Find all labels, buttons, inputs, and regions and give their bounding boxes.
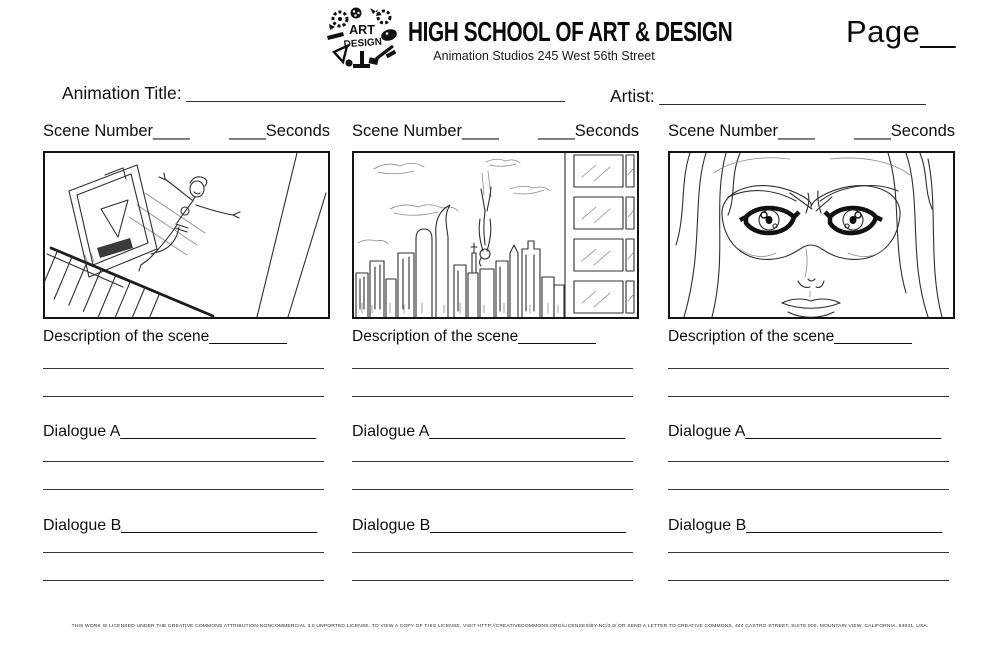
dialogue-a-write-line (668, 489, 949, 490)
artist-write-line (659, 104, 926, 105)
artist-label: Artist: (610, 86, 655, 106)
storyboard-column-3 (668, 122, 955, 581)
dialogue-a-write-line (43, 489, 324, 490)
city-skyline-with-diving-figure-sketch (354, 153, 637, 317)
art-design-school-logo-icon (326, 6, 398, 70)
storyboard-frame-1 (43, 151, 330, 319)
dialogue-a-write-line (668, 461, 949, 462)
logo-word-art: ART (349, 23, 375, 37)
storyboard-column-1 (43, 122, 330, 581)
dialogue-a-label: Dialogue A______________________ (668, 423, 942, 440)
creative-commons-license-text: THIS WORK IS LICENSED UNDER THE CREATIVE COMMONS ATTRIBUTION-NONCOMMERCIAL 3.0 UNPORTED LICENSE. TO VIEW A COPY OF THIS LICENSE, VISIT HTTP://CREATIVECOMMONS.ORG/LICENSES/BY-NC/3.0/ OR SEND A LETTER TO CREATIVE COMMONS, 444 CASTRO STREET, SUITE 900, MOUNTAIN VIEW, CALIFORNIA, 94041, USA. (71, 624, 929, 629)
description-write-line (352, 396, 633, 397)
page-number-label: Page__ (846, 14, 956, 49)
dialogue-a-write-line (352, 489, 633, 490)
description-write-line (668, 396, 949, 397)
dialogue-b-write-line (668, 580, 949, 581)
storyboard-frame-3 (668, 151, 955, 319)
artist-row (610, 85, 926, 107)
scene-header-row (43, 122, 330, 142)
description-write-line (352, 368, 633, 369)
dialogue-b-label: Dialogue B______________________ (668, 517, 943, 534)
seconds-label: ____Seconds (854, 122, 955, 140)
dialogue-b-write-line (352, 552, 633, 553)
animation-title-row (62, 82, 565, 104)
dialogue-a-write-line (43, 461, 324, 462)
storyboard-column-2 (352, 122, 639, 581)
scene-header-row (352, 122, 639, 142)
dialogue-b-write-line (43, 580, 324, 581)
dialogue-b-write-line (43, 552, 324, 553)
description-label: Description of the scene_________ (352, 328, 596, 345)
description-write-line (43, 368, 324, 369)
seconds-label: ____Seconds (538, 122, 639, 140)
storyboard-frame-2 (352, 151, 639, 319)
description-write-line (43, 396, 324, 397)
logo-word-design: DESIGN (343, 36, 383, 51)
scene-header-row (668, 122, 955, 142)
dialogue-b-write-line (352, 580, 633, 581)
animation-title-label: Animation Title: (62, 83, 182, 103)
scene-number-label: Scene Number____ (43, 122, 190, 140)
school-name: HIGH SCHOOL OF ART & DESIGN (408, 16, 733, 48)
close-up-masked-heroine-eyes-sketch (670, 153, 953, 317)
dialogue-a-write-line (352, 461, 633, 462)
description-write-line (668, 368, 949, 369)
dialogue-b-label: Dialogue B______________________ (352, 517, 627, 534)
dialogue-b-write-line (668, 552, 949, 553)
hero-leaping-from-building-ledge-sketch (45, 153, 328, 317)
dialogue-b-label: Dialogue B______________________ (43, 517, 318, 534)
school-address-subtitle: Animation Studios 245 West 56th Street (433, 49, 655, 63)
scene-number-label: Scene Number____ (352, 122, 499, 140)
description-label: Description of the scene_________ (43, 328, 287, 345)
description-label: Description of the scene_________ (668, 328, 912, 345)
seconds-label: ____Seconds (229, 122, 330, 140)
school-header (408, 16, 733, 63)
dialogue-a-label: Dialogue A______________________ (352, 423, 626, 440)
scene-number-label: Scene Number____ (668, 122, 815, 140)
animation-title-write-line (186, 101, 565, 102)
dialogue-a-label: Dialogue A______________________ (43, 423, 317, 440)
